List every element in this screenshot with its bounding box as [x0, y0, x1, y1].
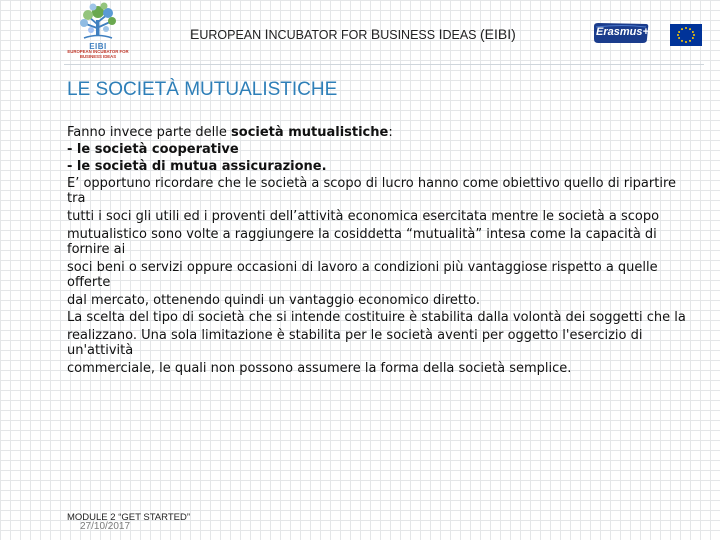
paragraph-line: commerciale, le quali non possono assumere la forma della società semplice.	[67, 361, 572, 376]
header-divider	[64, 64, 704, 65]
footer-date: 27/10/2017	[80, 521, 131, 532]
title-rest: USINESS	[380, 28, 439, 42]
bullet-cooperative: - le società cooperative	[67, 142, 239, 157]
slide-header	[0, 0, 720, 64]
bullet-mutual-insurance: - le società di mutua assicurazione.	[67, 159, 327, 174]
paragraph-line: La scelta del tipo di società che si intende costituire è stabilita dalla volontà dei soggetti che la	[67, 310, 686, 325]
title-cap: I	[264, 26, 269, 42]
logo-name: EIBI	[89, 42, 107, 51]
title-cap: B	[370, 26, 381, 42]
paragraph-line: mutualistico sono volte a raggiungere la cosiddetta “mutualità” intesa come la capacità di fornire ai	[67, 227, 657, 257]
title-cap: E	[190, 26, 200, 42]
paragraph-line: realizzano. Una sola limitazione è stabilita per le società aventi per oggetto l'esercizio di un'attività	[67, 328, 643, 358]
intro-end: :	[388, 125, 393, 140]
tree-icon	[66, 2, 130, 42]
paragraph-line: tutti i soci gli utili ed i proventi dell’attività economica esercitata mentre le società a scopo	[67, 209, 660, 224]
erasmus-label: Erasmus+	[596, 26, 649, 38]
intro-text: Fanno invece parte delle	[67, 125, 232, 140]
intro-bold-text: società mutualistiche	[231, 125, 389, 140]
paragraph-line: dal mercato, ottenendo quindi un vantaggio economico diretto.	[67, 293, 480, 308]
footer-module: MODULE 2 “GET STARTED”	[67, 512, 190, 523]
title-cap: I	[438, 26, 443, 42]
title-rest: NCUBATOR FOR	[268, 28, 371, 42]
paragraph-line: soci beni o servizi oppure occasioni di lavoro a condizioni più vantaggiose rispetto a quelle offerte	[67, 260, 658, 290]
logo-caption: EUROPEAN INCUBATOR FOR BUSINESS IDEAS	[67, 49, 129, 59]
slide-title: LE SOCIETÀ MUTUALISTICHE	[67, 79, 338, 100]
eu-flag-icon	[666, 22, 706, 48]
intro-line	[67, 125, 697, 140]
header-title	[190, 26, 530, 42]
eibi-logo	[66, 2, 130, 64]
title-rest: UROPEAN	[199, 28, 265, 42]
erasmus-logo	[592, 22, 650, 44]
title-rest: DEAS	[442, 28, 480, 42]
paragraph-line: E’ opportuno ricordare che le società a scopo di lucro hanno come obiettivo quello di ripartire tra	[67, 176, 677, 206]
body-text	[67, 125, 697, 378]
title-suffix: (EIBI)	[479, 26, 516, 42]
